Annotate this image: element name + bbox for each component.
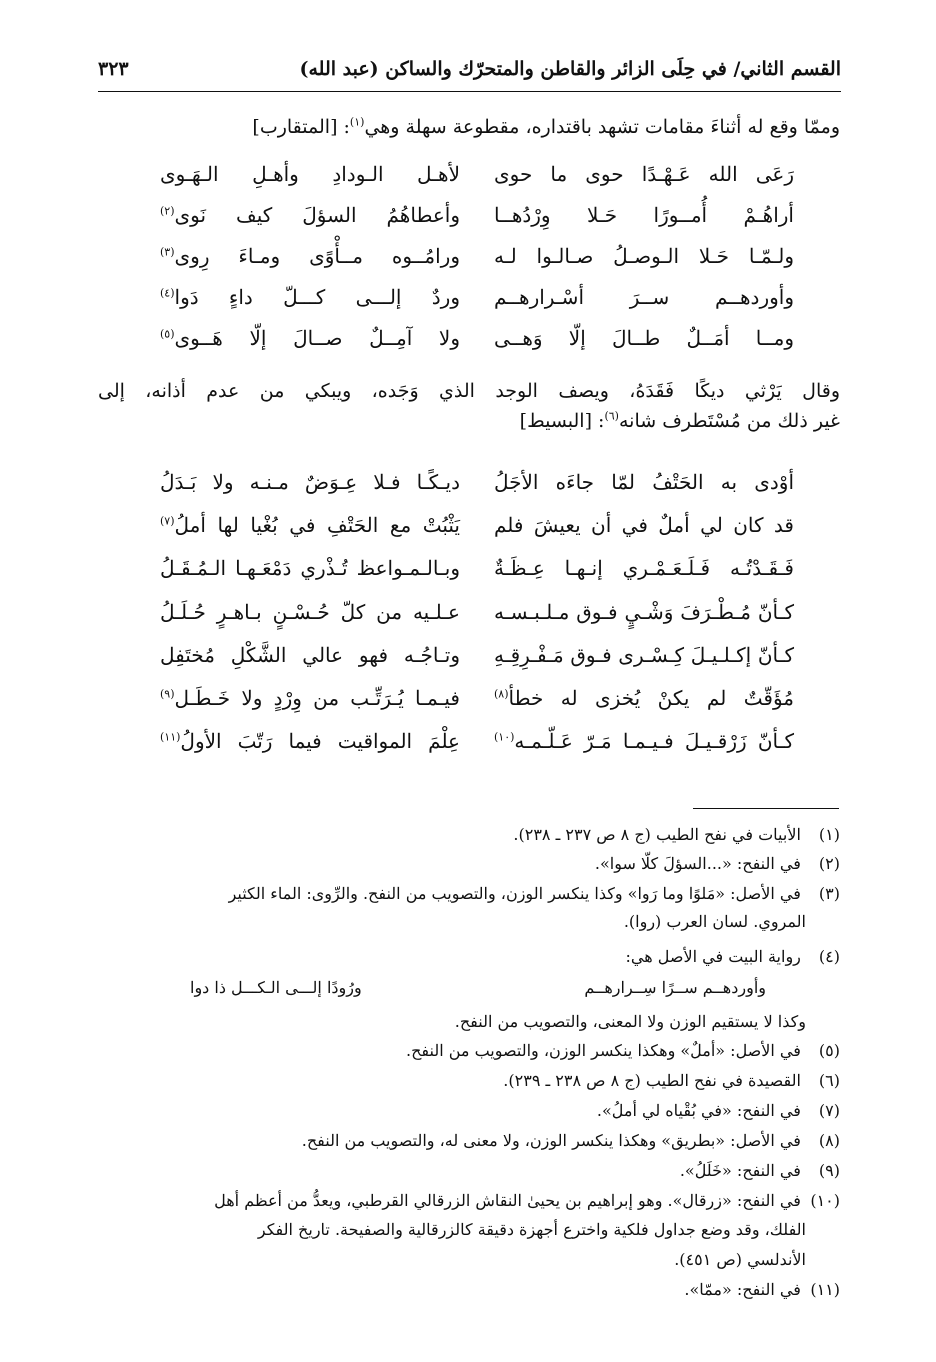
footnote <box>98 821 840 848</box>
footnote <box>98 880 840 907</box>
footnote-number: (٣) <box>818 884 840 903</box>
hemistich-text: ولا آمِــلٌ صــالَ إلّا هَــوى <box>174 326 460 350</box>
footnote-text: رواية البيت في الأصل هي: <box>625 947 801 966</box>
footnote-text: في النفح: «خَلَلُ». <box>679 1161 801 1180</box>
intro-1-text: وممّا وقع له أثناءَ مقامات تشهد باقتداره، مقطوعة سهلة وهي <box>364 116 840 138</box>
intro-2-text: غير ذلك من مُسْتَطرف شانه <box>618 410 840 432</box>
footnote-text: في الأصل: «أملٌ» وهكذا ينكسر الوزن، والتصويب من النفح. <box>405 1041 801 1060</box>
hemistich-text: يَثْبُتْ مع الحَتْفِ في بُغْيا لها أملُ <box>174 513 460 537</box>
verse-line <box>98 556 840 592</box>
footnote <box>98 1097 840 1124</box>
verse-second-hemistich: عـلـيه من كلّ حُـسْـنٍ بـاهـرٍ حُـلَـلُ <box>160 600 460 624</box>
verse-line <box>98 162 840 198</box>
footnote <box>98 1037 840 1064</box>
footnote-text: القصيدة في نفح الطيب (ج ٨ ص ٢٣٨ ـ ٢٣٩). <box>503 1071 801 1090</box>
footnote <box>98 1276 840 1303</box>
verse-second-hemistich <box>160 326 460 350</box>
footnote-ref[interactable]: (٨) <box>494 687 509 701</box>
verse-line <box>98 203 840 239</box>
verse-first-hemistich: فَـقَـدْتُـه فَـلَـعَـمْـري إنـهـا عِـظَـةٌ <box>494 556 794 580</box>
footnote-text: في النفح: «زرقال». وهو إبراهيم بن يحيىٰ النقاش الزرقالي القرطبي، ويعدُّ من أعظم أهل <box>214 1191 801 1210</box>
meter-label: : [البسيط] <box>519 410 605 432</box>
header-rule <box>98 91 841 92</box>
footnote-ref[interactable]: (١٠) <box>494 730 515 744</box>
verse-line <box>98 600 840 636</box>
page-number: ٣٢٣ <box>98 58 129 80</box>
footnote-separator <box>693 808 839 809</box>
footnote-number: (٧) <box>818 1101 840 1120</box>
footnote-ref[interactable]: (٥) <box>160 327 175 341</box>
verse-line <box>98 729 840 765</box>
footnote-number: (٤) <box>818 947 840 966</box>
verse-first-hemistich: أوْدى به الحَتْفُ لمّا جاءَه الأجَلُ <box>494 470 794 494</box>
footnote-ref[interactable]: (٢) <box>160 204 175 218</box>
verse-line <box>98 470 840 506</box>
meter-label: : [المتقارب] <box>252 116 350 138</box>
footnote-ref[interactable]: (٦) <box>604 409 619 423</box>
intro-2-line-2 <box>98 406 840 436</box>
hemistich-text: كـأنّ زَرْقـيـلَ فـيـمـا مَـرّ عَـلّـمـه <box>514 729 794 753</box>
footnote-continuation: الأندلسي (ص ٤٥١). <box>674 1250 806 1269</box>
footnote-ref[interactable]: (١) <box>349 115 365 129</box>
running-head <box>98 56 841 90</box>
intro-paragraph-1 <box>98 112 840 142</box>
verse-second-hemistich: وبـالـمـواعظ تُـذْري دَمْعَـهـا الـمُـقَـلُ <box>160 556 460 580</box>
footnote-ref[interactable]: (٩) <box>160 687 175 701</box>
hemistich-text: وردٌ إلـــى كـــلّ داءٍ دَوا <box>174 285 460 309</box>
footnote-number: (١) <box>818 825 840 844</box>
footnote-verse-first-hemistich: وأوردهــم ســرًا سِــرارهــم <box>584 978 766 997</box>
verse-second-hemistich <box>160 203 460 227</box>
footnote <box>98 1067 840 1094</box>
footnote-text: في النفح: «...السؤلَ كلّا سوا». <box>594 854 801 873</box>
footnote-continuation: المروي. لسان العرب (روا). <box>623 912 806 931</box>
verse-second-hemistich <box>160 686 460 710</box>
hemistich-text: وأعطاهُمُ السؤلَ كيف نَوى <box>174 203 460 227</box>
verse-second-hemistich: وتـاجُـه فهو عالي الشَّكْلِ مُختَفِل <box>160 643 460 667</box>
footnote-text: في الأصل: «مَلوًا وما رَوا» وكذا ينكسر الوزن، والتصويب من النفح. والرِّوى: الماء الكثير <box>228 884 801 903</box>
verse-first-hemistich: كـأنّ مُـطْـرَفَ وَشْـيٍ فـوق مـلـبـسـه <box>494 600 794 624</box>
footnote-text: في الأصل: «بطريق» وهكذا ينكسر الوزن، ولا معنى له، والتصويب من النفح. <box>301 1131 801 1150</box>
verse-first-hemistich: كـأنّ إكـلـيـلَ كِـسْـرى فـوق مَـفْـرِقِـهِ <box>494 643 794 667</box>
verse-second-hemistich: ديـكًـا فـلا عِـوَضٌ مـنـه ولا بَـدَلُ <box>160 470 460 494</box>
verse-line <box>98 285 840 321</box>
verse-first-hemistich: قد كان لي أملٌ في أن يعيشَ فلم <box>494 513 794 537</box>
footnote-ref[interactable]: (٧) <box>160 514 175 528</box>
footnote-number: (٥) <box>818 1041 840 1060</box>
verse-first-hemistich <box>494 686 794 710</box>
footnote-number: (١١) <box>810 1280 840 1299</box>
hemistich-text: عِلْمَ المواقيت فيما رَتّبَ الأولُ <box>180 729 460 753</box>
hemistich-text: ورامُــوه مــأْوًى ومـاءَ رِوى <box>174 244 460 268</box>
verse-second-hemistich <box>160 285 460 309</box>
verse-first-hemistich: ولـمّـا حَـلا الـوصـلُ صـالـوا لـه <box>494 244 794 268</box>
intro-paragraph-2 <box>98 376 840 436</box>
verse-first-hemistich: أراهُـمْ أُمــورًا حَـلا وِرْدُهــا <box>494 203 794 227</box>
verse-second-hemistich <box>160 729 460 753</box>
verse-line <box>98 326 840 362</box>
footnote-continuation: وكذا لا يستقيم الوزن ولا المعنى، والتصويب من النفح. <box>454 1012 806 1031</box>
verse-line <box>98 244 840 280</box>
footnote <box>98 1187 840 1214</box>
verse-second-hemistich: لأهـل الـودادِ وأهـلِ الـهَـوى <box>160 162 460 186</box>
footnote-text: الأبيات في نفح الطيب (ج ٨ ص ٢٣٧ ـ ٢٣٨). <box>513 825 801 844</box>
running-head-title: القسم الثاني/ في حِلَى الزائر والقاطن والمتحرّك والساكن (عبد الله) <box>299 58 841 80</box>
footnote <box>98 1127 840 1154</box>
footnote-text: في النفح: «في بُقْياه لي أملُ». <box>596 1101 801 1120</box>
footnote-number: (٦) <box>818 1071 840 1090</box>
verse-first-hemistich: رَعَى الله عَـهْـدًا حوى ما حوى <box>494 162 794 186</box>
footnote-verse-second-hemistich: ورُودًا إلـــى الـكـــل ذا دوا <box>190 978 362 997</box>
footnote-number: (١٠) <box>810 1191 840 1210</box>
verse-first-hemistich <box>494 729 794 753</box>
verse-second-hemistich <box>160 513 460 537</box>
footnote-number: (٩) <box>818 1161 840 1180</box>
verse-first-hemistich: ومــا أمَــلٌ طــالَ إلّا وَهــى <box>494 326 794 350</box>
footnote-continuation: الفلك، وقد وضع جداول فلكية واخترع أجهزة دقيقة كالزرقالية والصفيحة. تاريخ الفكر <box>257 1220 806 1239</box>
verse-second-hemistich <box>160 244 460 268</box>
verse-first-hemistich: وأوردهــم ســرَ أسْـرارهــم <box>494 285 794 309</box>
verse-line <box>98 643 840 679</box>
footnote-number: (٨) <box>818 1131 840 1150</box>
hemistich-text: مُؤَقّتٌ لم يكنْ يُخزى له خطأ <box>508 686 794 710</box>
footnote-ref[interactable]: (٣) <box>160 245 175 259</box>
footnote <box>98 943 840 970</box>
hemistich-text: فيـمـا يُـرَتِّـب من وِرْدٍ ولا خَـطَـل <box>174 686 460 710</box>
footnote-number: (٢) <box>818 854 840 873</box>
footnote-ref[interactable]: (٤) <box>160 286 175 300</box>
footnote-text: في النفح: «ممّا». <box>684 1280 801 1299</box>
verse-line <box>98 513 840 549</box>
intro-2-line-1: وقال يَرْثي ديكًا فَقَدَهُ، ويصف الوجد الذي وَجَده، ويبكي من عدم أذانه، إلى <box>98 380 840 402</box>
verse-line <box>98 686 840 722</box>
footnote <box>98 1157 840 1184</box>
footnote-ref[interactable]: (١١) <box>160 730 181 744</box>
footnote-verse <box>190 978 766 1005</box>
footnote <box>98 850 840 877</box>
